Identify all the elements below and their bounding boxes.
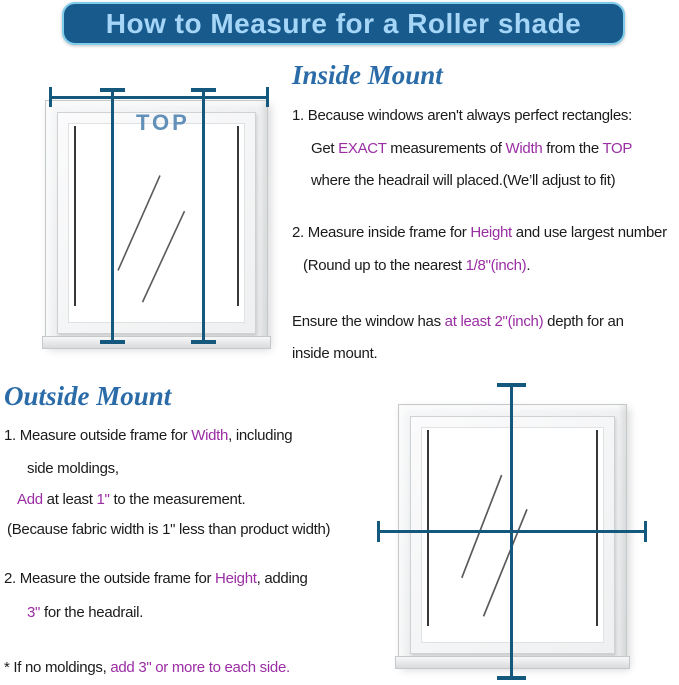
width-measure-line-outside <box>378 530 646 533</box>
outside-mount-heading: Outside Mount <box>4 381 172 411</box>
width-measure-outside-tick-right <box>644 521 647 542</box>
outside-step2-line1: 2. Measure the outside frame for Height, adding <box>4 570 308 587</box>
width-measure-line <box>50 96 268 99</box>
width-measure-outside-tick-left <box>377 521 380 542</box>
inside-step1-line1: 1. Because windows aren't always perfect rectangles: <box>292 107 632 124</box>
width-measure-tick-left <box>49 87 52 107</box>
height-measure-cap-bottom <box>497 676 526 680</box>
window-glass <box>68 123 245 323</box>
vertical-measure-line-1 <box>111 90 114 343</box>
vertical-measure-1-cap-bottom <box>100 340 125 344</box>
top-label: TOP <box>136 110 190 135</box>
header-banner <box>62 2 625 45</box>
outside-step1-line3: Add at least 1" to the measurement. <box>17 491 246 508</box>
outside-step1-line1: 1. Measure outside frame for Width, including <box>4 427 293 444</box>
inside-step1-line2: Get EXACT measurements of Width from the TOP <box>311 140 633 157</box>
outside-note-line: * If no moldings, add 3" or more to each side. <box>4 659 290 676</box>
vertical-measure-2-cap-top <box>191 88 216 92</box>
outside-step2-line2: 3" for the headrail. <box>27 604 144 621</box>
vertical-measure-1-cap-top <box>100 88 125 92</box>
window-sill <box>42 336 271 349</box>
outside-step1-line4: (Because fabric width is 1" less than product width) <box>7 521 331 538</box>
inside-mount-window-diagram <box>45 100 268 346</box>
glass-reflection-lines <box>69 124 244 322</box>
width-measure-tick-right <box>266 87 269 107</box>
inside-mount-heading: Inside Mount <box>292 60 443 90</box>
inside-note-line2: inside mount. <box>292 345 378 362</box>
height-measure-cap-top <box>497 383 526 387</box>
page-title: How to Measure for a Roller shade <box>105 7 582 39</box>
inside-step1-line3: where the headrail will placed.(We’ll adjust to fit) <box>311 172 616 189</box>
inside-note-line1: Ensure the window has at least 2"(inch) depth for an <box>292 313 624 330</box>
outside-step1-line2: side moldings, <box>27 460 119 477</box>
inside-step2-line2: (Round up to the nearest 1/8"(inch). <box>303 257 531 274</box>
vertical-measure-2-cap-bottom <box>191 340 216 344</box>
vertical-measure-line-2 <box>202 90 205 343</box>
inside-step2-line1: 2. Measure inside frame for Height and use largest number <box>292 224 667 241</box>
